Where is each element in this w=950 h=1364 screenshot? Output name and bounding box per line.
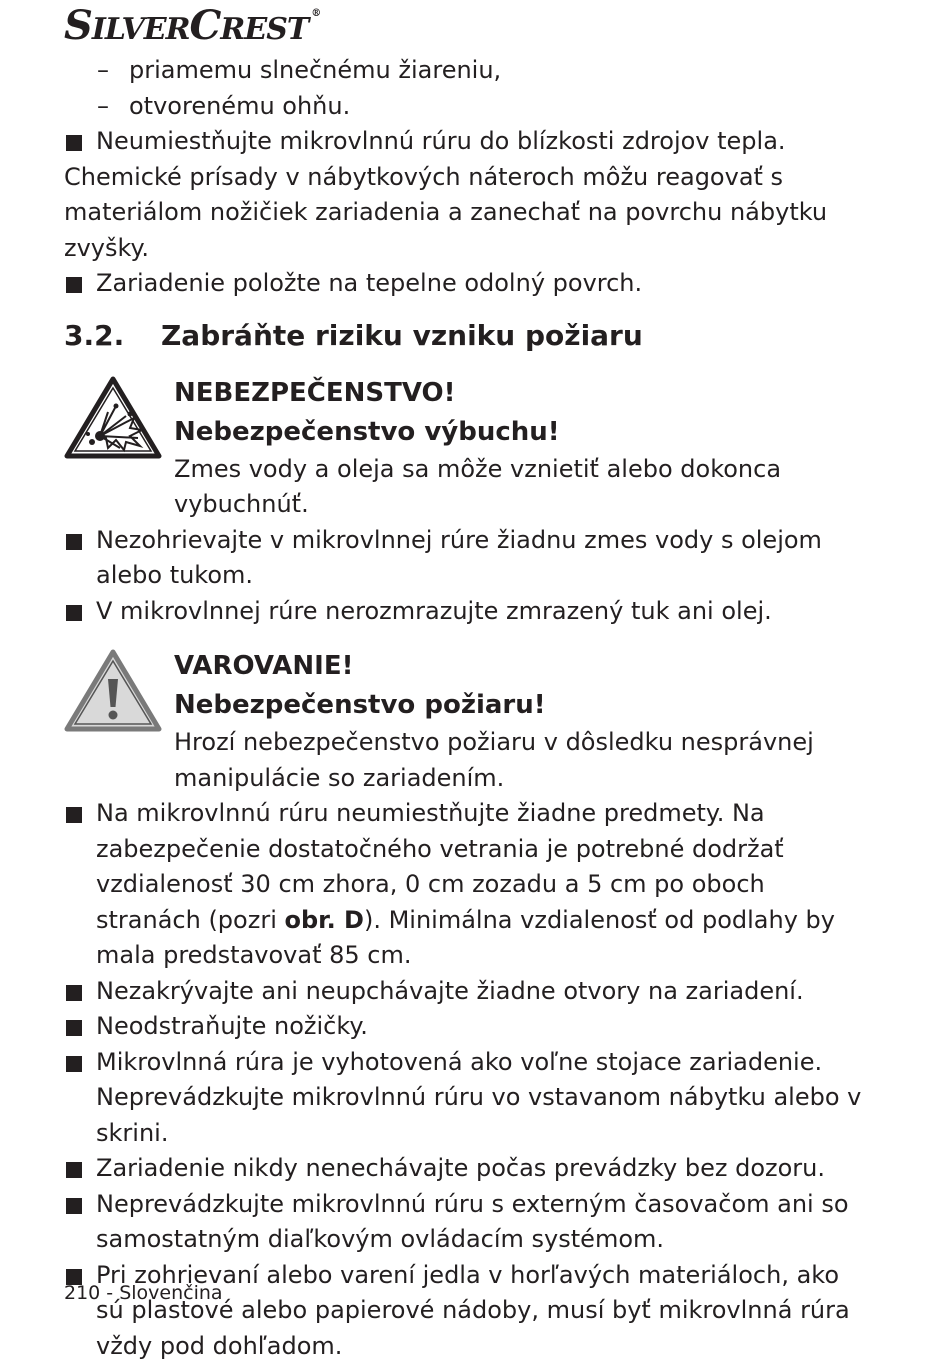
page-footer: 210 - Slovenčina [64, 1282, 223, 1304]
warning-text: Hrozí nebezpečenstvo požiaru v dôsledku nesprávnej manipulácie so zariadením. [174, 725, 864, 796]
exclamation-warning-icon [64, 649, 162, 733]
bullet-square-icon [66, 807, 82, 823]
bullet-square-icon [66, 1056, 82, 1072]
bullet-item: V mikrovlnnej rúre nerozmrazujte zmrazený tuk ani olej. [64, 594, 864, 630]
bullet-item: Neodstraňujte nožičky. [64, 1009, 864, 1045]
bullet-item: Zariadenie položte na tepelne odolný povrch. [64, 266, 864, 302]
bullet-square-icon [66, 277, 82, 293]
dash-item: – priamemu slnečnému žiareniu, [64, 52, 864, 88]
bullet-item: Pri zohrievaní alebo varení jedla v horľavých materiáloch, ako sú plastové alebo papierové nádoby, musí byť mikrovlnná rúra vždy pod dohľadom. [64, 1258, 864, 1364]
figure-reference: obr. D [284, 906, 363, 934]
danger-block [64, 374, 864, 523]
warning-title: VAROVANIE! [174, 647, 864, 686]
explosion-warning-icon [64, 376, 162, 460]
bullet-square-icon [66, 985, 82, 1001]
bullet-square-icon [66, 135, 82, 151]
bullet-item: Neprevádzkujte mikrovlnnú rúru s externým časovačom ani so samostatným diaľkovým ovládacím systémom. [64, 1187, 864, 1258]
bullet-square-icon [66, 605, 82, 621]
bullet-item: Zariadenie nikdy nenechávajte počas prevádzky bez dozoru. [64, 1151, 864, 1187]
danger-subtitle: Nebezpečenstvo výbuchu! [174, 413, 864, 452]
bullet-square-icon [66, 1162, 82, 1178]
bullet-item: Neumiestňujte mikrovlnnú rúru do blízkosti zdrojov tepla. [64, 124, 864, 160]
warning-subtitle: Nebezpečenstvo požiaru! [174, 686, 864, 725]
danger-text: Zmes vody a oleja sa môže vznietiť alebo dokonca vybuchnúť. [174, 452, 864, 523]
bullet-item: Mikrovlnná rúra je vyhotovená ako voľne stojace zariadenie. Neprevádzkujte mikrovlnnú rúru vo vstavanom nábytku alebo v skrini. [64, 1045, 864, 1152]
section-heading: 3.2. Zabráňte riziku vzniku požiaru [64, 316, 864, 356]
warning-block [64, 647, 864, 796]
bullet-square-icon [66, 1198, 82, 1214]
bullet-item: Nezohrievajte v mikrovlnnej rúre žiadnu zmes vody s olejom alebo tukom. [64, 523, 864, 594]
bullet-square-icon [66, 1020, 82, 1036]
silvercrest-logo: SILVERCREST ® [64, 2, 317, 49]
page-content [64, 52, 864, 1364]
bullet-item: Nezakrývajte ani neupchávajte žiadne otvory na zariadení. [64, 974, 864, 1010]
danger-title: NEBEZPEČENSTVO! [174, 374, 864, 413]
bullet-square-icon [66, 534, 82, 550]
paragraph-chemicals: Chemické prísady v nábytkových náteroch môžu reagovať s materiálom nožičiek zariadenia a zanechať na povrchu nábytku zvyšky. [64, 160, 864, 267]
dash-item: – otvorenému ohňu. [64, 88, 864, 124]
bullet-item: Na mikrovlnnú rúru neumiestňujte žiadne predmety. Na zabezpečenie dostatočného vetrania je potrebné dodržať vzdialenosť 30 cm zhora, 0 cm zozadu a 5 cm po oboch stranách (pozri obr. D). Minimálna vzdialenosť od podlahy by mala predstavovať 85 cm. [64, 796, 864, 974]
